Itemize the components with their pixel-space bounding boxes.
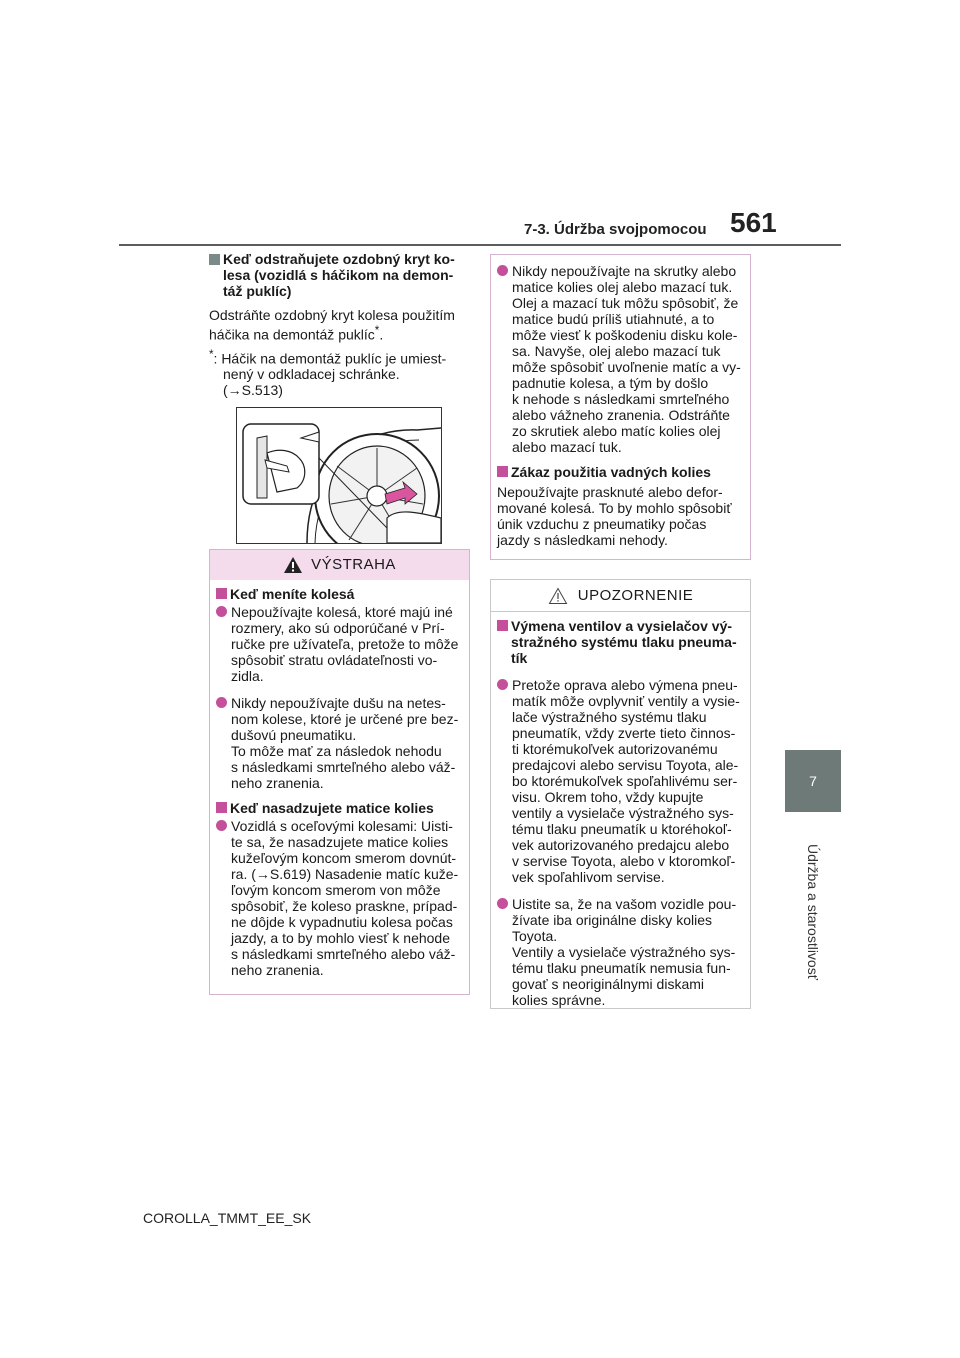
page-reference-link[interactable]: (→S.513)	[223, 382, 283, 399]
hubcap-removal-illustration	[236, 407, 442, 544]
text-line: To môže mať za následok nehodu	[231, 743, 442, 759]
caution-box	[490, 579, 751, 1009]
text-line: padnutie kolesa, a tým by došlo	[512, 375, 709, 391]
section-square-icon	[216, 802, 227, 813]
warning-section-heading: Keď meníte kolesá	[216, 586, 463, 602]
text-line: Toyota.	[512, 928, 558, 944]
warning-bullet	[497, 263, 744, 455]
text-line: Nepoužívajte kolesá, ktoré majú iné	[231, 604, 453, 620]
chapter-title-band	[785, 812, 841, 1012]
text-line: v servise Toyota, alebo v ktoromkoľ-	[512, 853, 736, 869]
text-line: Nikdy nepoužívajte dušu na netes-	[231, 695, 446, 711]
text-line: s následkami smrteľného alebo váž-	[231, 946, 456, 962]
text-line: matík môže ovplyvniť ventily a vysie-	[512, 693, 740, 709]
header-divider	[119, 244, 841, 246]
text-line: vek spoľahlivom servise.	[512, 869, 665, 885]
text-line: matice kolies olej alebo mazací tuk.	[512, 279, 733, 295]
bullet-dot-icon	[216, 606, 227, 617]
text-line: únik vzduchu z pneumatiky počas	[497, 516, 707, 532]
text-line: vek autorizovaného predajcu alebo	[512, 837, 730, 853]
warning-continued-box	[490, 254, 751, 560]
warning-bullet	[216, 818, 463, 978]
bullet-dot-icon	[216, 697, 227, 708]
text-line: stražného systému tlaku pneuma-	[511, 634, 737, 650]
footnote: *: Háčik na demontáž puklíc je umiest- nený v odkladacej schránke. (→S.513)	[209, 347, 471, 399]
text-line: jazdy s následkami nehody.	[497, 532, 668, 548]
section-square-icon	[209, 254, 220, 265]
section-square-icon	[497, 466, 508, 477]
text-line: sa. Navyše, olej alebo mazací tuk	[512, 343, 721, 359]
caution-triangle-icon	[548, 587, 568, 605]
text-line: tík	[511, 650, 528, 666]
warning-header	[210, 550, 469, 580]
text-line: Vozidlá s oceľovými kolesami: Uisti-	[231, 818, 453, 834]
text-line: bo ktorémukoľvek spoľahlivému ser-	[512, 773, 738, 789]
warning-section-heading: Keď nasadzujete matice kolies	[216, 800, 463, 816]
text-block	[231, 604, 463, 684]
section-title: 7-3. Údržba svojpomocou	[524, 221, 707, 238]
text-line: mované kolesá. To by mohlo spôsobiť	[497, 500, 732, 516]
text-line: ra. (→S.619) Nasadenie matíc kuže-	[231, 866, 459, 882]
text-line: zo skrutiek alebo matíc kolies olej	[512, 423, 721, 439]
text-line: visu. Okrem toho, vždy kupujte	[512, 789, 704, 805]
text-line: s následkami smrteľného alebo váž-	[231, 759, 456, 775]
warning-title: VÝSTRAHA	[311, 556, 396, 573]
text-line: spôsobiť stratu ovládateľnosti vo-	[231, 652, 438, 668]
chapter-number: 7	[809, 773, 817, 789]
bullet-dot-icon	[497, 898, 508, 909]
text-line: Výmena ventilov a vysielačov vý-	[511, 618, 733, 634]
warning-bullet	[216, 695, 463, 791]
hubcap-removal-text: Odstráňte ozdobný kryt kolesa použitím háčika na demontáž puklíc*.	[209, 307, 455, 343]
text-line: pneumatík, vždy zverte tieto činnos-	[512, 725, 736, 741]
text-line: kolies správne.	[512, 992, 606, 1008]
text-line: k nehode s následkami smrteľného	[512, 391, 730, 407]
text-line: tému tlaku pneumatík u ktoréhokoľ-	[512, 821, 732, 837]
text-line: te sa, že nasadzujete matice kolies	[231, 834, 449, 850]
text-line: alebo vážneho zranenia. Odstráňte	[512, 407, 730, 423]
text-line: ti ktorémukoľvek autorizovanému	[512, 741, 718, 757]
defective-wheels-text	[497, 484, 744, 548]
text-block	[512, 263, 744, 455]
text-line: Nepoužívajte prasknuté alebo defor-	[497, 484, 723, 500]
text-line: jazdy, a to by mohlo viesť k nehode	[231, 930, 451, 946]
bullet-dot-icon	[497, 679, 508, 690]
caution-header	[491, 580, 750, 612]
caution-bullet	[497, 677, 744, 885]
text-line: ventily a vysielače výstražného sys-	[512, 805, 734, 821]
text-line: neho zranenia.	[231, 962, 324, 978]
text-line: môže spôsobiť uvoľnenie matíc a vy-	[512, 359, 741, 375]
text-line: rozmery, ako sú odporúčané v Prí-	[231, 620, 445, 636]
text-line: zidla.	[231, 668, 264, 684]
chapter-tab	[785, 750, 841, 812]
page-number: 561	[730, 207, 777, 238]
bullet-dot-icon	[216, 820, 227, 831]
hubcap-removal-heading: Keď odstraňujete ozdobný kryt ko- lesa (vozidlá s háčikom na demon- táž puklíc)	[209, 251, 471, 299]
text-line: Ventily a vysielače výstražného sys-	[512, 944, 736, 960]
warning-section-heading: Zákaz použitia vadných kolies	[497, 464, 744, 480]
bullet-dot-icon	[497, 265, 508, 276]
text-line: ručke pre užívateľa, pretože to môže	[231, 636, 459, 652]
section-square-icon	[497, 620, 508, 631]
text-line: tému tlaku pneumatík nemusia fun-	[512, 960, 731, 976]
warning-box	[209, 549, 470, 995]
text-line: dušovú pneumatiku.	[231, 727, 357, 743]
text-line: Uistite sa, že na vašom vozidle pou-	[512, 896, 737, 912]
text-line: spôsobiť, že koleso praskne, prípad-	[231, 898, 458, 914]
chapter-title: Údržba a starostlivosť	[805, 844, 821, 980]
text-line: môže viesť k poškodeniu disku kole-	[512, 327, 738, 343]
text-block	[512, 896, 744, 1008]
model-code-footer: COROLLA_TMMT_EE_SK	[143, 1210, 312, 1226]
text-block	[231, 818, 463, 978]
text-line: Nikdy nepoužívajte na skrutky alebo	[512, 263, 737, 279]
wheel-illustration-svg	[237, 408, 441, 543]
text-line: predajcovi alebo servisu Toyota, ale-	[512, 757, 739, 773]
text-line: žívate iba originálne disky kolies	[512, 912, 712, 928]
warning-bullet	[216, 604, 463, 684]
text-line: govať s neoriginálnymi diskami	[512, 976, 705, 992]
text-line: Pretože oprava alebo výmena pneu-	[512, 677, 738, 693]
text-line: ne dôjde k vypadnutiu kolesa počas	[231, 914, 453, 930]
text-line: Olej a mazací tuk môžu spôsobiť, že	[512, 295, 739, 311]
text-line: alebo mazací tuk.	[512, 439, 622, 455]
text-line: kužeľovým koncom smerom dovnút-	[231, 850, 457, 866]
text-block	[231, 695, 463, 791]
text-block	[511, 618, 737, 666]
text-line: lače výstražného systému tlaku	[512, 709, 707, 725]
left-column	[209, 251, 471, 398]
text-block	[512, 677, 744, 885]
text-line: nom kolese, ktoré je určené pre bez-	[231, 711, 459, 727]
warning-triangle-icon	[283, 556, 303, 574]
text-line: matice budú príliš utiahnuté, a to	[512, 311, 715, 327]
caution-bullet	[497, 896, 744, 1008]
caution-title: UPOZORNENIE	[577, 586, 694, 604]
text-line: ľovým koncom smerom von môže	[231, 882, 441, 898]
caution-section-heading	[497, 618, 744, 666]
text-line: neho zranenia.	[231, 775, 324, 791]
section-square-icon	[216, 588, 227, 599]
